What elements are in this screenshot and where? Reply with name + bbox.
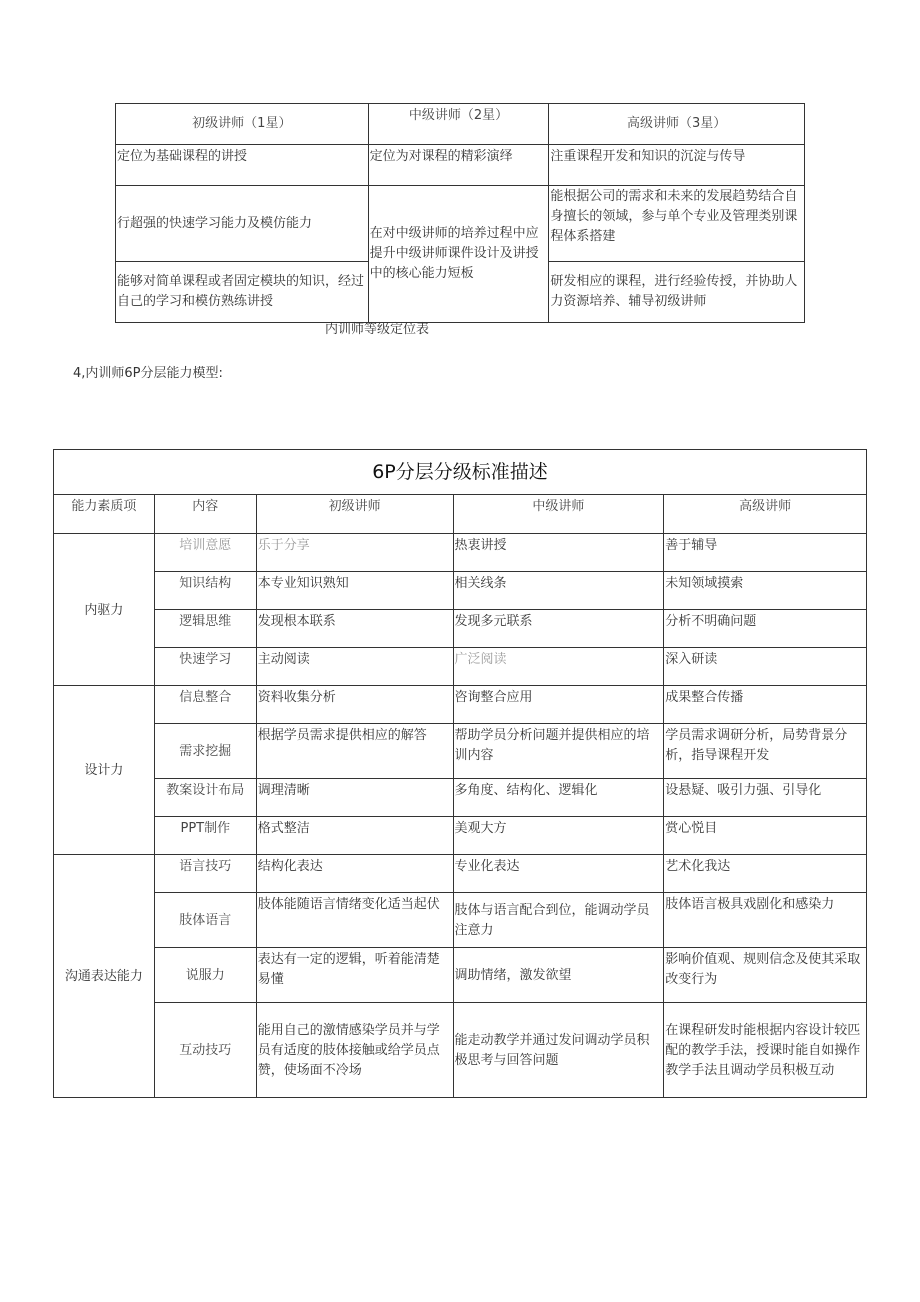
item-cell: 语言技巧 bbox=[154, 855, 256, 893]
senior-cell: 未知领域摸索 bbox=[664, 572, 867, 610]
senior-cell: 赏心悦目 bbox=[664, 817, 867, 855]
capability-model-table bbox=[53, 449, 867, 1098]
junior-cell: 本专业知识熟知 bbox=[256, 572, 453, 610]
table-row bbox=[54, 648, 867, 686]
mid-cell: 帮助学员分析问题并提供相应的培训内容 bbox=[453, 724, 664, 779]
item-cell: 信息整合 bbox=[154, 686, 256, 724]
junior-cell: 结构化表达 bbox=[256, 855, 453, 893]
table-caption: 内训师等级定位表 bbox=[325, 322, 430, 337]
senior-coaching: 研发相应的课程，进行经验传授，并协助人力资源培养、辅导初级讲师 bbox=[549, 262, 805, 323]
mid-cell: 相关线条 bbox=[453, 572, 664, 610]
mid-cell: 广泛阅读 bbox=[453, 648, 664, 686]
item-cell: 说服力 bbox=[154, 948, 256, 1003]
senior-cell: 设悬疑、吸引力强、引导化 bbox=[664, 779, 867, 817]
col-header-mid: 中级讲师 bbox=[453, 495, 664, 534]
header-senior: 高级讲师（3星） bbox=[549, 104, 805, 145]
item-cell: 知识结构 bbox=[154, 572, 256, 610]
mid-cell: 美观大方 bbox=[453, 817, 664, 855]
senior-curriculum-building: 能根据公司的需求和未来的发展趋势结合自身擅长的领域，参与单个专业及管理类别课程体系搭建 bbox=[549, 186, 805, 262]
junior-cell: 格式整洁 bbox=[256, 817, 453, 855]
header-mid: 中级讲师（2星） bbox=[368, 104, 549, 145]
item-cell: 培训意愿 bbox=[154, 534, 256, 572]
junior-cell: 表达有一定的逻辑，听着能清楚易懂 bbox=[256, 948, 453, 1003]
junior-cell: 能用自己的激情感染学员并与学员有适度的肢体接触或给学员点赞，使场面不冷场 bbox=[256, 1003, 453, 1098]
section-title: 4,内训师6P分层能力模型: bbox=[73, 366, 223, 381]
category-cell: 沟通表达能力 bbox=[54, 855, 155, 1098]
senior-cell: 分析不明确问题 bbox=[664, 610, 867, 648]
table-row bbox=[54, 610, 867, 648]
mid-cell: 发现多元联系 bbox=[453, 610, 664, 648]
col-header-competency: 能力素质项 bbox=[54, 495, 155, 534]
table-row bbox=[54, 534, 867, 572]
category-cell: 设计力 bbox=[54, 686, 155, 855]
junior-cell: 资料收集分析 bbox=[256, 686, 453, 724]
col-header-junior: 初级讲师 bbox=[256, 495, 453, 534]
table-row bbox=[54, 893, 867, 948]
table-row bbox=[54, 817, 867, 855]
senior-cell: 在课程研发时能根据内容设计较匹配的教学手法，授课时能自如操作教学手法且调动学员积极互动 bbox=[664, 1003, 867, 1098]
junior-cell: 调理清晰 bbox=[256, 779, 453, 817]
item-cell: PPT制作 bbox=[154, 817, 256, 855]
mid-cell: 热衷讲授 bbox=[453, 534, 664, 572]
senior-cell: 肢体语言极具戏剧化和感染力 bbox=[664, 893, 867, 948]
mid-cell: 咨询整合应用 bbox=[453, 686, 664, 724]
junior-cell: 根据学员需求提供相应的解答 bbox=[256, 724, 453, 779]
table-row bbox=[54, 1003, 867, 1098]
item-cell: 快速学习 bbox=[154, 648, 256, 686]
senior-cell: 学员需求调研分析，局势背景分析，指导课程开发 bbox=[664, 724, 867, 779]
junior-cell: 发现根本联系 bbox=[256, 610, 453, 648]
junior-cell: 肢体能随语言情绪变化适当起伏 bbox=[256, 893, 453, 948]
junior-positioning: 定位为基础课程的讲授 bbox=[116, 145, 369, 186]
senior-cell: 深入研读 bbox=[664, 648, 867, 686]
item-cell: 需求挖掘 bbox=[154, 724, 256, 779]
mid-cell: 能走动教学并通过发问调动学员积极思考与回答问题 bbox=[453, 1003, 664, 1098]
table-row bbox=[54, 572, 867, 610]
model-table-title: 6P分层分级标准描述 bbox=[54, 450, 867, 495]
senior-cell: 成果整合传播 bbox=[664, 686, 867, 724]
junior-cell: 乐于分享 bbox=[256, 534, 453, 572]
header-junior: 初级讲师（1星） bbox=[116, 104, 369, 145]
instructor-level-table bbox=[115, 103, 805, 323]
item-cell: 互动技巧 bbox=[154, 1003, 256, 1098]
item-cell: 教案设计布局 bbox=[154, 779, 256, 817]
mid-cell: 调助情绪，激发欲望 bbox=[453, 948, 664, 1003]
senior-cell: 艺术化我达 bbox=[664, 855, 867, 893]
table-row bbox=[54, 855, 867, 893]
table-row bbox=[54, 779, 867, 817]
senior-positioning: 注重课程开发和知识的沉淀与传导 bbox=[549, 145, 805, 186]
table-row bbox=[54, 724, 867, 779]
col-header-content: 内容 bbox=[154, 495, 256, 534]
item-cell: 肢体语言 bbox=[154, 893, 256, 948]
mid-training-focus: 在对中级讲师的培养过程中应提升中级讲师课件设计及讲授中的核心能力短板 bbox=[368, 186, 549, 323]
junior-teaching-skill: 能够对简单课程或者固定模块的知识，经过自己的学习和模仿熟练讲授 bbox=[116, 262, 369, 323]
table-row bbox=[54, 948, 867, 1003]
table-row bbox=[54, 686, 867, 724]
mid-cell: 专业化表达 bbox=[453, 855, 664, 893]
junior-cell: 主动阅读 bbox=[256, 648, 453, 686]
mid-positioning: 定位为对课程的精彩演绎 bbox=[368, 145, 549, 186]
mid-cell: 肢体与语言配合到位，能调动学员注意力 bbox=[453, 893, 664, 948]
senior-cell: 影响价值观、规则信念及使其采取改变行为 bbox=[664, 948, 867, 1003]
category-cell: 内驱力 bbox=[54, 534, 155, 686]
junior-learning-ability: 行超强的快速学习能力及模仿能力 bbox=[116, 186, 369, 262]
item-cell: 逻辑思维 bbox=[154, 610, 256, 648]
senior-cell: 善于辅导 bbox=[664, 534, 867, 572]
col-header-senior: 高级讲师 bbox=[664, 495, 867, 534]
mid-cell: 多角度、结构化、逻辑化 bbox=[453, 779, 664, 817]
